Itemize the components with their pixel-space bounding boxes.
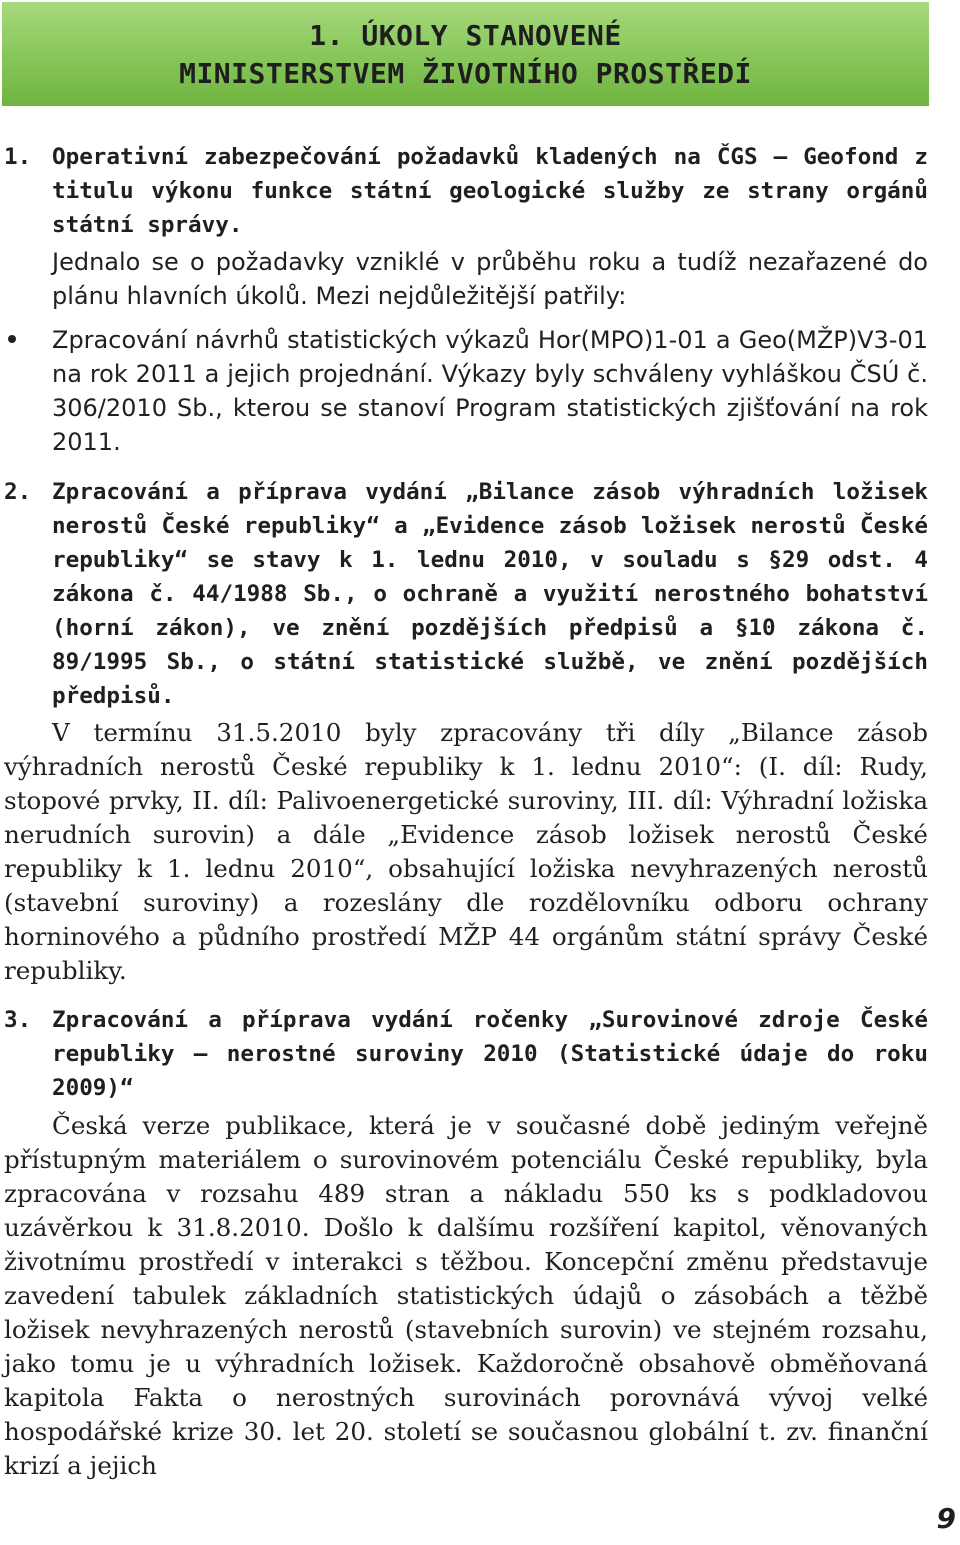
section-3-body [4, 1109, 928, 1483]
page-number: 9 [936, 1502, 956, 1535]
chapter-title-line-1: 1. ÚKOLY STANOVENÉ [309, 19, 622, 52]
chapter-title-line-2: MINISTERSTVEM ŽIVOTNÍHO PROSTŘEDÍ [179, 57, 752, 90]
section-1-number: 1. [4, 144, 32, 170]
chapter-title-banner [2, 2, 929, 106]
section-2-number: 2. [4, 479, 32, 505]
section-3-number: 3. [4, 1007, 32, 1033]
section-2-body-text: V termínu 31.5.2010 byly zpracovány tři díly „Bilance zásob výhradních nerostů České republiky k 1. lednu 2010“: (I. díl: Rudy, stopové prvky, II. díl: Palivoenergetické suroviny, III. díl: Výhradní ložiska nerudních surovin) a dále „Evidence zásob ložisek nerostů České republiky k 1. lednu 2010“, obsahující ložiska nevyhrazených nerostů (stavební suroviny) a rozeslány dle rozdělovníku odboru ochrany horninového a půdního prostředí MŽP 44 orgánům státní správy České republiky. [4, 718, 928, 985]
section-1-intro: Jednalo se o požadavky vzniklé v průběhu roku a tudíž nezařazené do plánu hlavních úkolů. Mezi nejdůležitější patřily: [52, 248, 928, 310]
section-1-heading-text: Operativní zabezpečování požadavků kladených na ČGS – Geofond z titulu výkonu funkce státní geologické služby ze strany orgánů státní správy. [52, 144, 928, 238]
section-3-body-text: Česká verze publikace, která je v současné době jediným veřejně přístupným materiálem o surovinovém potenciálu České republiky, byla zpracována v rozsahu 489 stran a nákladu 550 ks s podkladovou uzávěrkou k 31.8.2010. Došlo k dalšímu rozšíření kapitol, věnovaných životnímu prostředí v interakci s těžbou. Koncepční změnu představuje zavedení tabulek základních statistických údajů o zásobách a těžbě ložisek nevyhrazených nerostů (stavebních surovin) ve stejném rozsahu, jako tomu je u výhradních ložisek. Každoročně obsahově obměňovaná kapitola Fakta o nerostných surovinách porovnává vývoj velké hospodářské krize 30. let 20. století se současnou globální t. zv. finanční krizí a jejich [4, 1111, 928, 1480]
section-2-body [4, 716, 928, 988]
bullet-icon [8, 335, 16, 343]
section-1-bullet-text: Zpracování návrhů statistických výkazů Hor(MPO)1-01 a Geo(MŽP)V3-01 na rok 2011 a jejich projednání. Výkazy byly schváleny vyhláškou ČSÚ č. 306/2010 Sb., kterou se stanoví Program statistických zjišťování na rok 2011. [52, 326, 928, 456]
section-2-heading-text: Zpracování a příprava vydání „Bilance zásob výhradních ložisek nerostů České republiky“ a „Evidence zásob ložisek nerostů České republiky“ se stavy k 1. lednu 2010, v souladu s §29 odst. 4 zákona č. 44/1988 Sb., o ochraně a využití nerostného bohatství (horní zákon), ve znění pozdějších předpisů a §10 zákona č. 89/1995 Sb., o státní statistické službě, ve znění pozdějších předpisů. [52, 479, 928, 709]
section-3-heading-text: Zpracování a příprava vydání ročenky „Surovinové zdroje České republiky – nerostné suroviny 2010 (Statistické údaje do roku 2009)“ [52, 1007, 928, 1101]
